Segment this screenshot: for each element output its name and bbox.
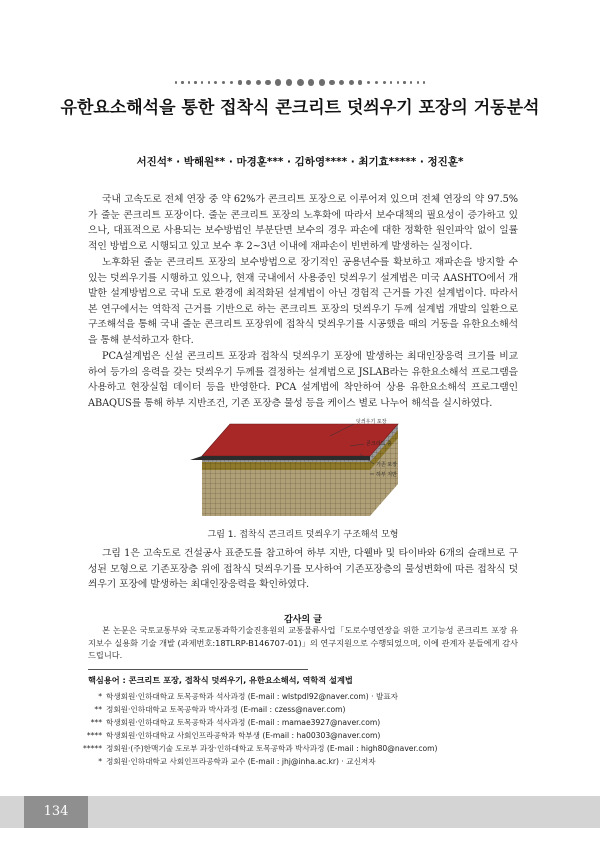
ornament-dot: [265, 80, 271, 86]
ornament-dot: [339, 80, 344, 85]
ornament-dot: [390, 81, 393, 84]
figure-1: [180, 408, 420, 523]
body-paragraph-1: 국내 고속도로 전체 연장 중 약 62%가 콘크리트 포장으로 이루어져 있으며 전체 연장의 약 97.5%가 줄눈 콘크리트 포장이다. 줄눈 콘크리트 포장의 노후화에 따라서 보수대책의 필요성이 증가하고 있으나, 대표적으로 사용되는 보수방법인 부분단면 보수의 경우 파손에 대한 정확한 원인파악 없이 일률적인 방법으로 시행되고 있고 보수 후 2~3년 이내에 재파손이 빈번하게 발생하는 실정이다.: [88, 194, 518, 252]
paper-title: 유한요소해석을 통한 접착식 콘크리트 덧씌우기 포장의 거동분석: [60, 98, 540, 118]
title-ornament: [0, 72, 600, 84]
affiliation-item: *** 학생회원·인하대학교 토목공학과 석사과정 (E-mail : mamae3927@naver.com): [90, 718, 381, 727]
ornament-dot: [297, 79, 304, 86]
affiliation-item: * 학생회원·인하대학교 토목공학과 석사과정 (E-mail : wlstpdl92@naver.com) · 발표자: [98, 692, 399, 701]
acknowledgement-title: 감사의 글: [284, 615, 322, 625]
ornament-dot: [256, 80, 261, 85]
ornament-dot: [367, 81, 371, 85]
ornament-dot: [397, 81, 399, 83]
ornament-dot: [181, 81, 183, 83]
ornament-dot: [246, 80, 251, 85]
ornament-dot: [201, 81, 203, 83]
ornament-dot: [230, 81, 234, 85]
overlay-shoulder: [190, 456, 370, 460]
body-paragraph-2: 노후화된 줄눈 콘크리트 포장의 보수방법으로 장기적인 공용년수를 확보하고 재파손을 방지할 수 있는 덧씌우기를 시행하고 있으나, 현재 국내에서 사용중인 덧씌우기 설계법은 미국 AASHTO에서 개발한 설계방법으로 국내 도로 환경에 최적화된 설계법이 아닌 경험적 근거를 가진 설계법이다. 따라서 본 연구에서는 역학적 근거를 기반으로 하는 콘크리트 포장의 덧씌우기 두께 설계법 개발의 일환으로 구조해석을 통해 국내 줄눈 콘크리트 포장위에 접착식 덧씌우기를 시공했을 때의 거동을 유한요소해석을 통해 분석하고자 한다.: [88, 257, 518, 346]
page-number: 134: [24, 796, 88, 828]
ornament-dot: [358, 80, 362, 84]
ornament-dot: [383, 81, 386, 84]
ornament-dot: [410, 81, 412, 83]
label-existing: 기존 포장: [376, 462, 397, 468]
divider: [88, 669, 308, 670]
ornament-dot: [208, 81, 211, 84]
affiliation-item: ***** 정회원·(주)한맥기술 도로부 과장·인하대학교 토목공학과 박사과정 (E-mail : high80@naver.com): [83, 744, 438, 753]
affiliation-list: [40, 690, 438, 768]
affiliation-item: ** 정회원·인하대학교 토목공학과 박사과정 (E-mail : czess@naver.com): [94, 705, 346, 714]
label-subgrade: 하부 지반: [376, 472, 397, 478]
ornament-dot: [286, 79, 293, 86]
ornament-dot: [423, 81, 425, 83]
ornament-dot: [319, 79, 325, 85]
author-list: 서진석* · 박해원** · 마경훈*** · 김하영**** · 최기효***** · 정진훈*: [136, 156, 464, 168]
ornament-dot: [194, 81, 196, 83]
ornament-dot: [175, 81, 177, 83]
label-concrete: 콘크리트 층: [366, 441, 392, 447]
ornament-dot: [417, 81, 419, 83]
ornament-dot: [214, 81, 217, 84]
ornament-dot: [403, 81, 405, 83]
ornament-dot: [349, 80, 354, 85]
footer-bar: [0, 796, 600, 828]
body-paragraph-3: PCA설계법은 신설 콘크리트 포장과 접착식 덧씌우기 포장에 발생하는 최대인장응력 크기를 비교하여 등가의 응력을 갖는 덧씌우기 두께를 결정하는 설계법으로 JSLAB라는 유한요소해석 프로그램을 사용하고 현장실험 데이터 등을 반영한다. PCA 설계법에 착안하여 상용 유한요소해석 프로그램인 ABAQUS를 통해 하부 지반조건, 기존 포장층 물성 등을 케이스 별로 나누어 해석을 실시하였다.: [88, 351, 518, 409]
ornament-dot: [238, 80, 242, 84]
keywords: 핵심용어 : 콘크리트 포장, 접착식 덧씌우기, 유한요소해석, 역학적 설계법: [88, 675, 353, 685]
ornament-dot: [222, 81, 225, 84]
label-overlay: 덧씌우기 포장: [356, 419, 387, 425]
ornament-dot: [308, 79, 315, 86]
affiliation-item: * 정회원·인하대학교 사회인프라공학과 교수 (E-mail : jhj@inha.ac.kr) · 교신저자: [98, 757, 376, 766]
pavement-model-illustration: [180, 408, 420, 523]
ornament-dot: [375, 81, 378, 84]
acknowledgement-body: 본 논문은 국토교통부와 국토교통과학기술진흥원의 교통물류사업「도로수명연장을 위한 고기능성 콘크리트 포장 유지보수 실용화 기술 개발 (과제번호:18TLRP-B146707-01)」의 연구지원으로 수행되었으며, 이에 관계자 분들에게 감사드립니다.: [88, 625, 518, 660]
body-paragraph-4: 그림 1은 고속도로 건설공사 표준도를 참고하여 하부 지반, 다웰바 및 타이바와 6개의 슬래브로 구성된 모형으로 기존포장층 위에 접착식 덧씌우기를 모사하여 기존포장층의 물성변화에 따른 접착식 덧씌우기 포장에 발생하는 최대인장응력을 확인하였다.: [88, 548, 518, 591]
affiliation-item: **** 학생회원·인하대학교 사회인프라공학과 학부생 (E-mail : ha00303@naver.com): [86, 731, 381, 740]
overlay-surface: [202, 424, 398, 456]
ornament-dot: [275, 79, 281, 85]
ornament-dot: [188, 81, 190, 83]
figure-caption: 그림 1. 접착식 콘크리트 덧씌우기 구조해석 모형: [207, 530, 399, 540]
ornament-dot: [329, 80, 335, 86]
